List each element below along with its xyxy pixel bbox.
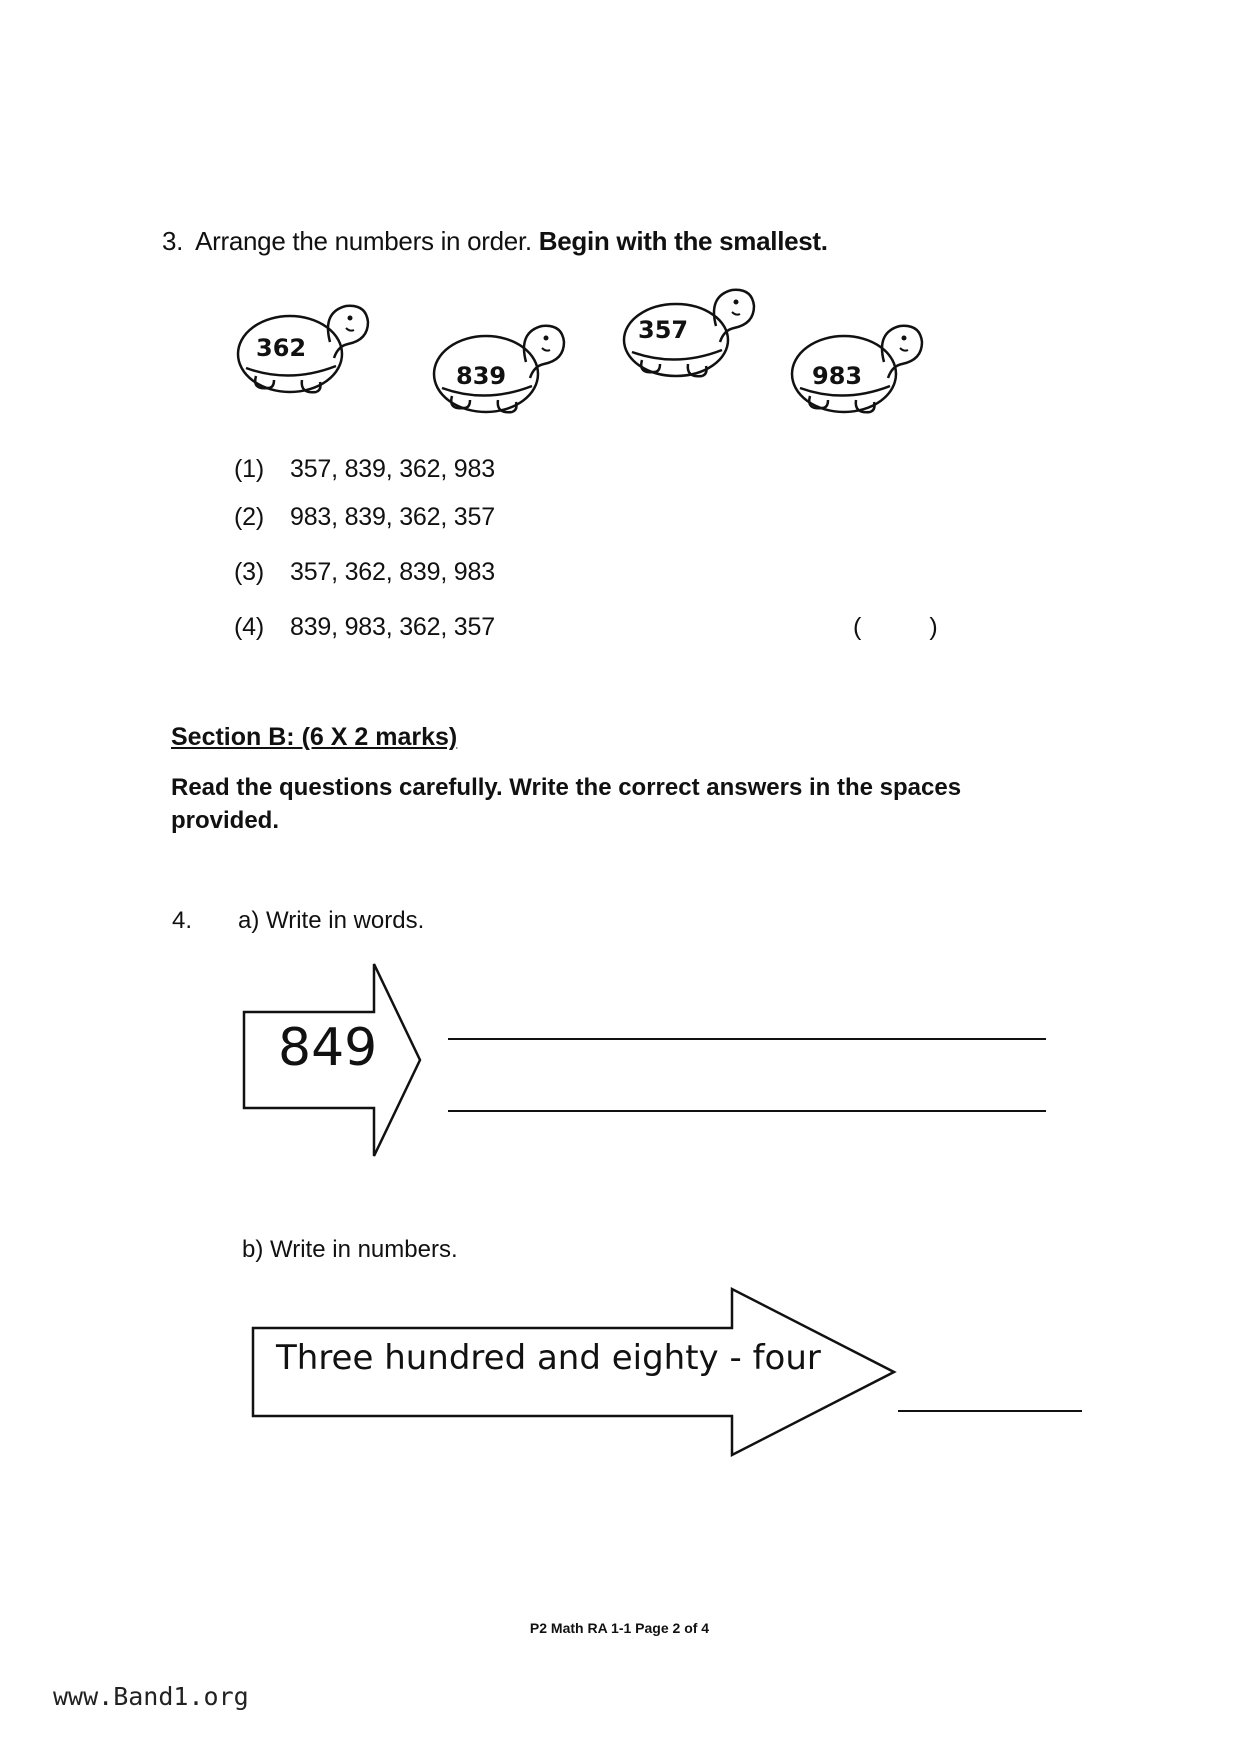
option-text: 839, 983, 362, 357	[290, 613, 495, 641]
turtle-839	[428, 316, 568, 426]
answer-line-4a-2[interactable]	[448, 1110, 1046, 1112]
turtle-number: 983	[812, 362, 863, 390]
question-4b-prompt: b) Write in numbers.	[242, 1236, 458, 1263]
words-to-write: Three hundred and eighty - four	[276, 1338, 821, 1378]
question-3-number: 3.	[162, 226, 184, 256]
option-2[interactable]	[234, 503, 495, 532]
question-3-instruction-emphasis: Begin with the smallest.	[538, 226, 828, 256]
turtle-number: 362	[256, 334, 307, 362]
turtle-357	[618, 290, 758, 400]
question-3-instruction: Arrange the numbers in order.	[195, 226, 532, 256]
option-4[interactable]	[234, 613, 495, 642]
section-b-instructions: Read the questions carefully. Write the correct answers in the spaces provided.	[171, 774, 962, 834]
option-1[interactable]	[234, 455, 495, 484]
answer-line-4a-1[interactable]	[448, 1038, 1046, 1040]
option-label: (4)	[234, 613, 264, 641]
option-3[interactable]	[234, 558, 495, 587]
turtle-362	[232, 296, 372, 406]
answer-open-paren: (	[853, 613, 862, 641]
section-b-title: Section B: (6 X 2 marks)	[171, 723, 458, 751]
option-label: (2)	[234, 503, 264, 531]
option-label: (3)	[234, 558, 264, 586]
option-label: (1)	[234, 455, 264, 483]
turtle-number: 839	[456, 362, 507, 390]
turtle-number: 357	[638, 316, 689, 344]
option-text: 357, 839, 362, 983	[290, 455, 495, 483]
turtle-983	[786, 316, 926, 426]
question-4a-prompt: a) Write in words.	[238, 907, 425, 934]
number-to-write: 849	[278, 1018, 378, 1078]
question-3-title	[162, 226, 828, 257]
answer-line-4b[interactable]	[898, 1410, 1082, 1412]
question-4-number: 4.	[172, 907, 193, 934]
question-3-answer-box[interactable]	[853, 613, 938, 642]
turtle-icon	[618, 290, 758, 400]
watermark: www.Band1.org	[53, 1682, 249, 1711]
answer-close-paren: )	[929, 613, 938, 641]
option-text: 983, 839, 362, 357	[290, 503, 495, 531]
option-text: 357, 362, 839, 983	[290, 558, 495, 586]
page-footer: P2 Math RA 1-1 Page 2 of 4	[529, 1620, 710, 1636]
